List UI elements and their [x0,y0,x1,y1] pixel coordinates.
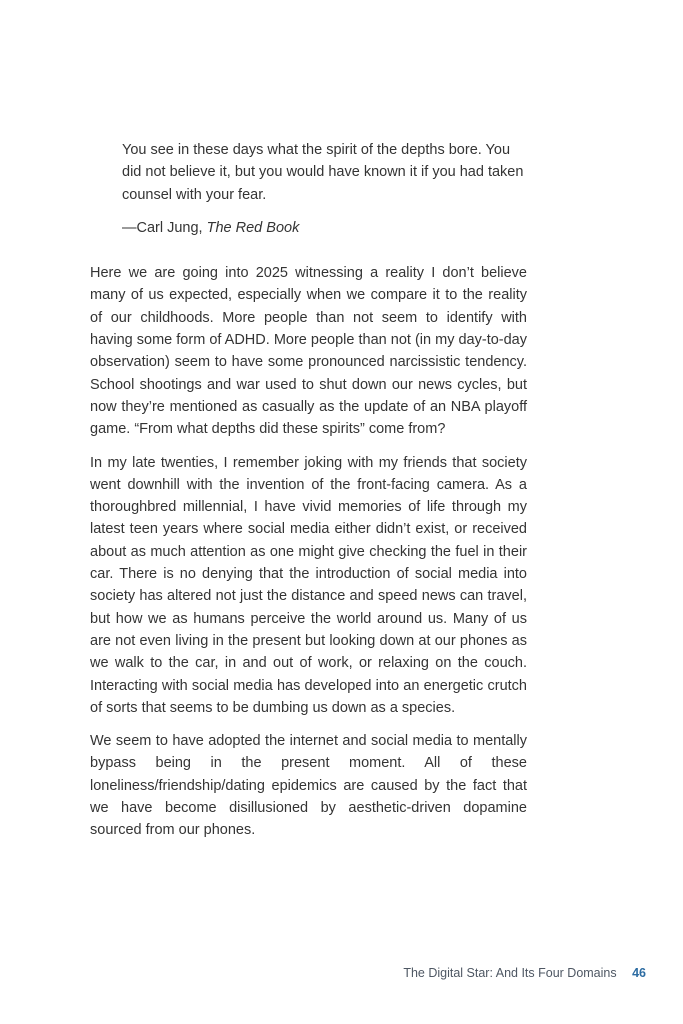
running-footer-title: The Digital Star: And Its Four Domains [403,966,617,980]
quote-attribution-author: —Carl Jung, [122,219,207,236]
quote-text: You see in these days what the spirit of the depths bore. You did not believe it, but you would have known it if you had taken counsel with your fear. [122,142,524,203]
paragraph-1: Here we are going into 2025 witnessing a reality I don’t believe many of us expected, especially when we compare it to the reality of our childhoods. More people than not seem to identify with having some form of ADHD. More people than not (in my day-to-day observation) seem to have some pronounced narcissistic tendency. School shootings and war used to shut down our news cycles, but now they’re mentioned as casually as the update of an NBA playoff game. “From what depths did these spirits” come from? [90,265,527,438]
quote-attribution [122,217,527,239]
paragraph-2: In my late twenties, I remember joking with my friends that society went downhill with the invention of the front-facing camera. As a thoroughbred millennial, I have vivid memories of life through my latest teen years where social media either didn’t exist, or received about as much attention as one might give checking the fuel in their car. There is no denying that the introduction of social media into society has altered not just the distance and speed news can travel, but how we as humans perceive the world around us. Many of us are not even living in the present but looking down at our phones as we walk to the car, in and out of work, or relaxing on the couch. Interacting with social media has developed into an energetic crutch of sorts that seems to be dumbing us down as a species. [90,454,527,716]
paragraph-3: We seem to have adopted the internet and social media to mentally bypass being in the present moment. All of these loneliness/friendship/dating epidemics are caused by the fact that we have become disillusioned by aesthetic-driven dopamine sourced from our phones. [90,733,527,839]
page-footer [403,965,646,981]
book-page-content [90,139,527,853]
quote-attribution-work-title: The Red Book [206,219,300,236]
page-number: 46 [632,966,646,980]
epigraph-quote [122,139,527,239]
